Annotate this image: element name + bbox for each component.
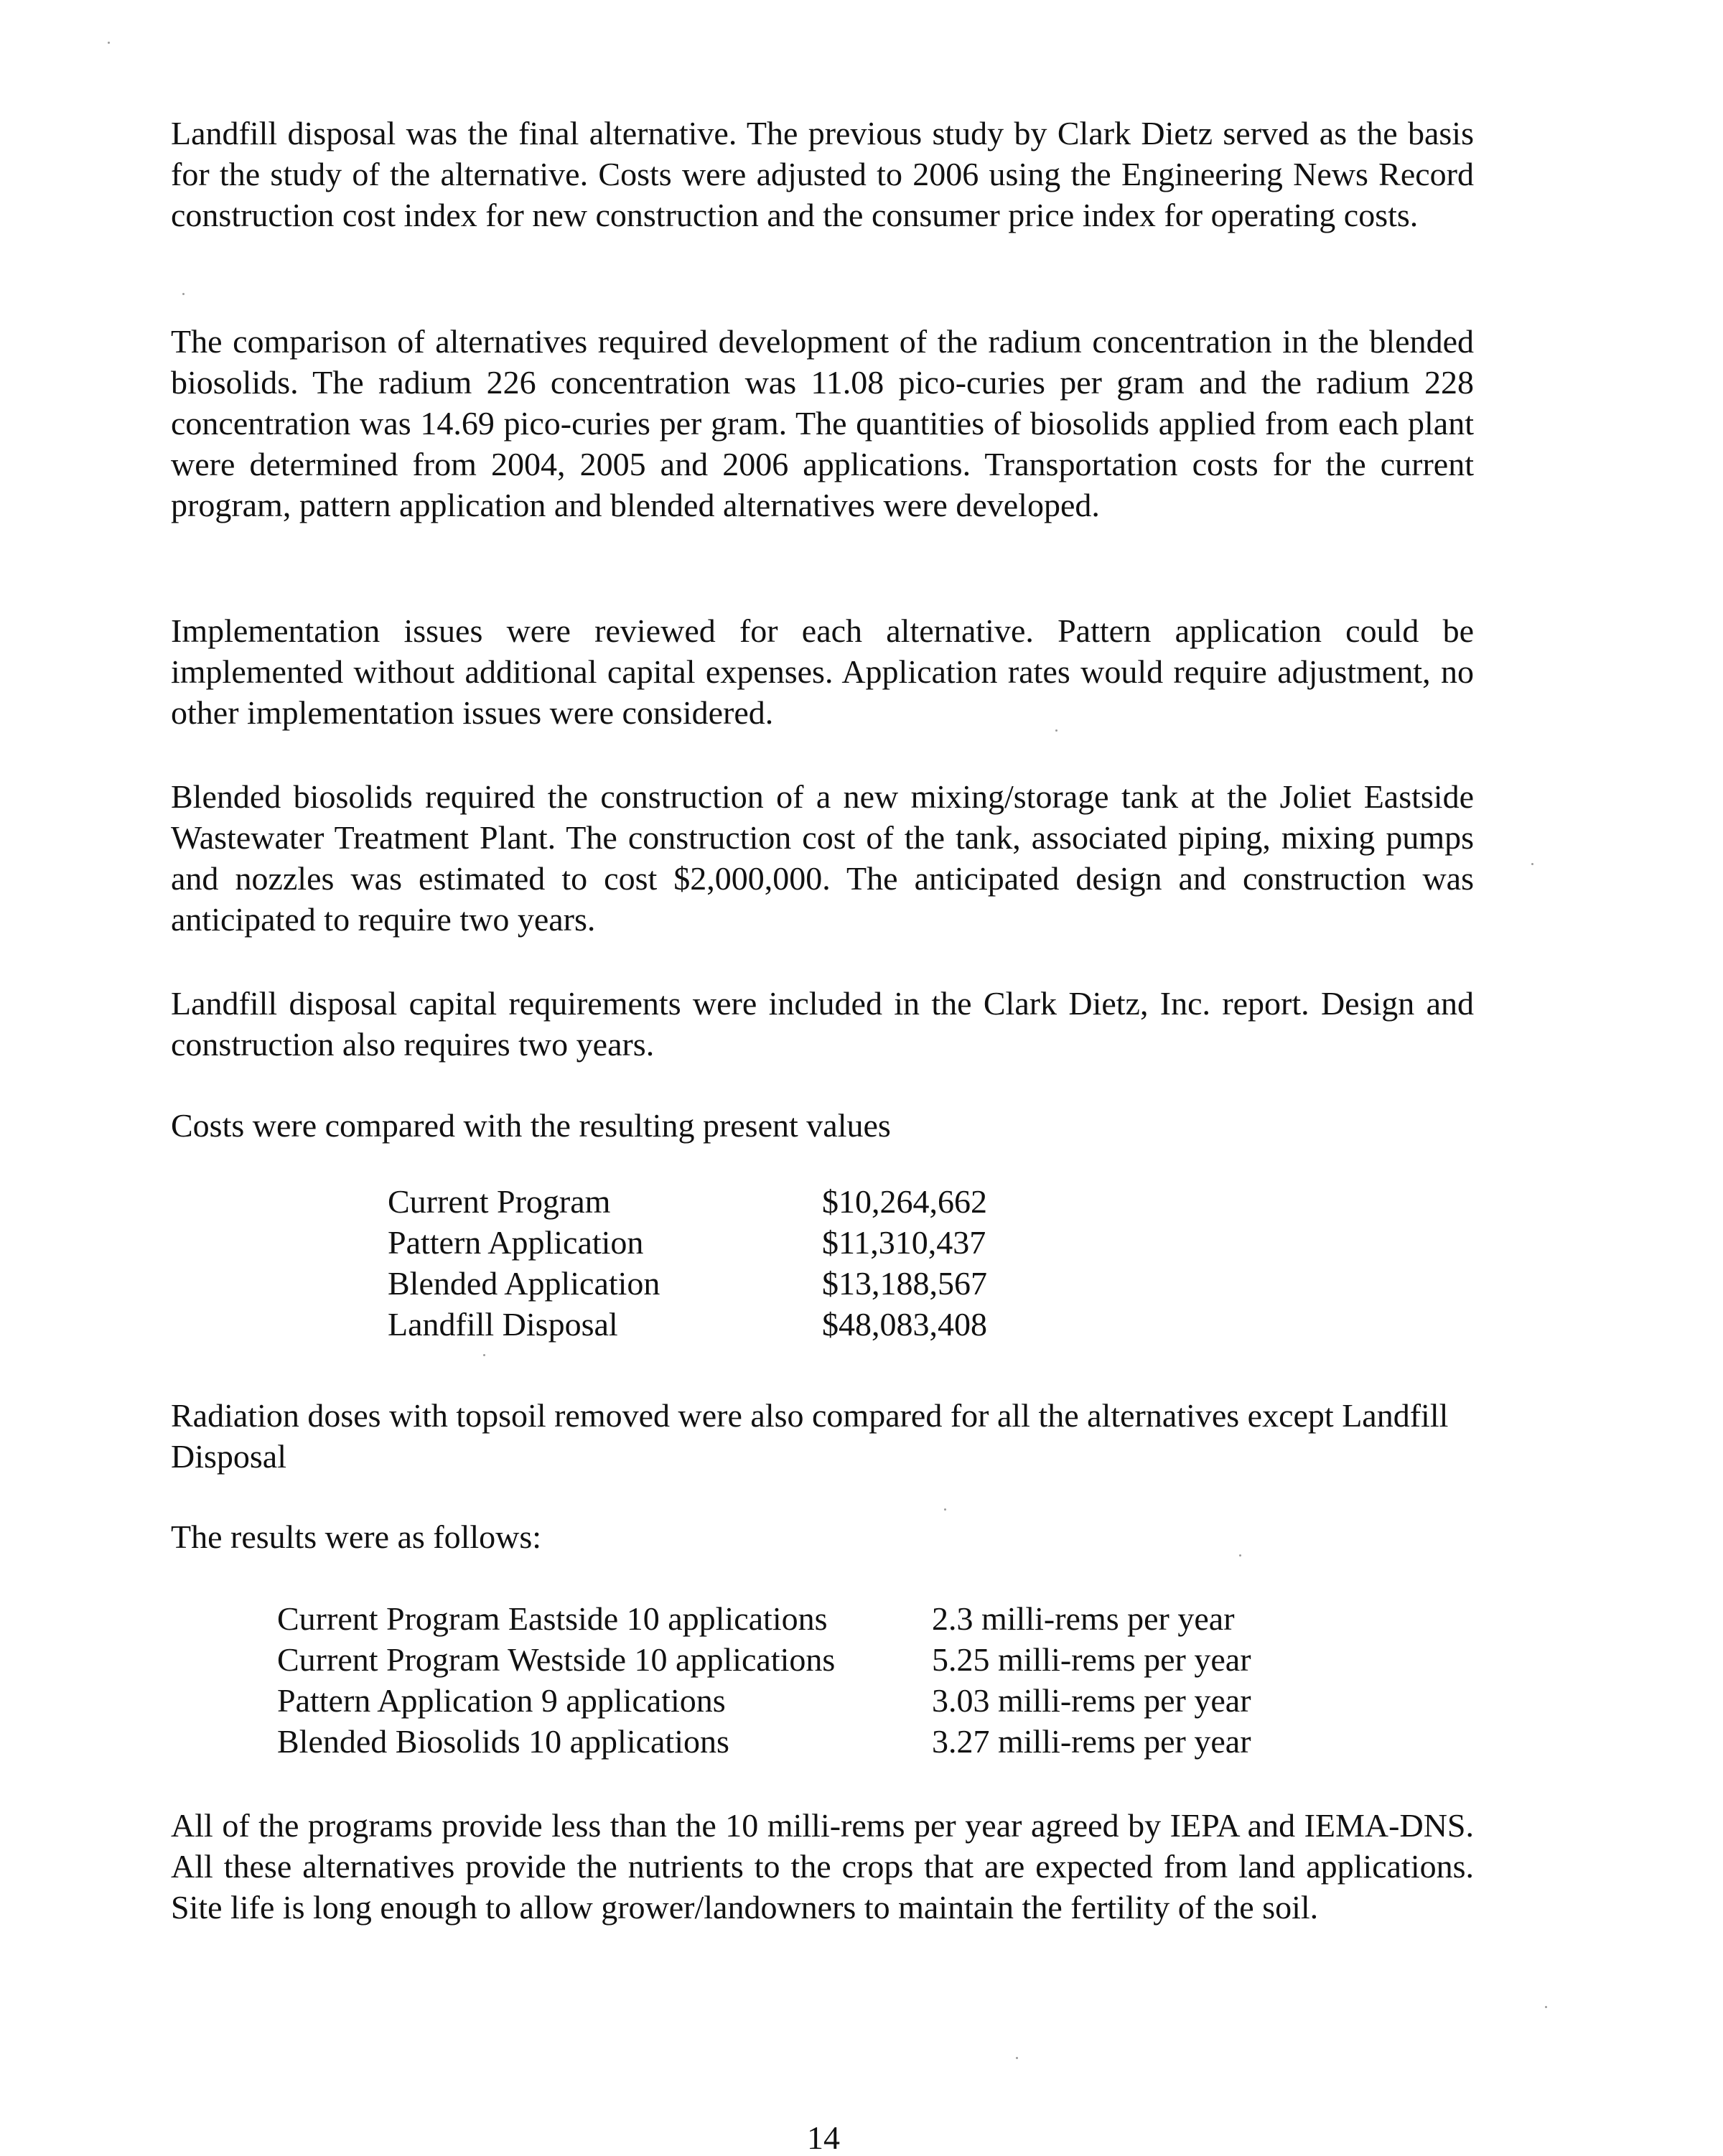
scan-speck [1016,2057,1018,2059]
alternative-label: Landfill Disposal [388,1306,618,1343]
paragraph-costs-intro: Costs were compared with the resulting present values [171,1107,891,1144]
scan-speck [944,1508,946,1511]
dose-value: 5.25 milli-rems per year [932,1641,1251,1678]
program-label: Pattern Application 9 applications [277,1682,726,1719]
program-label: Blended Biosolids 10 applications [277,1723,729,1760]
paragraph-landfill-alternative: Landfill disposal was the final alternative. The previous study by Clark Dietz served as the basis for the study of the alternative. Costs were adjusted to 2006 using the Engineering News Record construction cost index for new construction and the consumer price index for operating costs. [171,115,1474,233]
present-value: $11,310,437 [822,1224,986,1261]
paragraph-radium-concentration: The comparison of alternatives required development of the radium concentration in the blended biosolids. The radium 226 concentration was 11.08 pico-curies per gram and the radium 228 concentration was 14.69 pico-curies per gram. The quantities of biosolids applied from each plant were determined from 2004, 2005 and 2006 applications. Transportation costs for the current program, pattern application and blended alternatives were developed. [171,323,1474,523]
scan-speck [1531,863,1533,865]
scan-speck [1545,2006,1547,2008]
program-label: Current Program Eastside 10 applications [277,1600,828,1637]
paragraph-radiation-intro: Radiation doses with topsoil removed were also compared for all the alternatives except Landfill Disposal [171,1397,1449,1475]
scan-speck [483,1354,485,1356]
scan-speck [108,42,110,44]
alternative-label: Current Program [388,1183,611,1220]
paragraph-implementation-issues: Implementation issues were reviewed for each alternative. Pattern application could be implemented without additional capital expenses. Application rates would require adjustment, no other implementation issues were considered. [171,612,1474,731]
dose-value: 2.3 milli-rems per year [932,1600,1235,1637]
dose-value: 3.03 milli-rems per year [932,1682,1251,1719]
paragraph-conclusion: All of the programs provide less than the 10 milli-rems per year agreed by IEPA and IEMA-DNS. All these alternatives provide the nutrients to the crops that are expected from land applications. Site life is long enough to allow grower/landowners to maintain the fertility of the soil. [171,1807,1474,1926]
paragraph-results-intro: The results were as follows: [171,1518,542,1555]
page-number: 14 [807,2119,840,2156]
scan-speck [1055,729,1057,732]
present-value: $10,264,662 [822,1183,987,1220]
paragraph-landfill-capital: Landfill disposal capital requirements were included in the Clark Dietz, Inc. report. Design and construction also requires two years. [171,985,1474,1063]
dose-value: 3.27 milli-rems per year [932,1723,1251,1760]
present-value: $48,083,408 [822,1306,987,1343]
scan-speck [1239,1554,1241,1557]
alternative-label: Pattern Application [388,1224,644,1261]
program-label: Current Program Westside 10 applications [277,1641,836,1678]
alternative-label: Blended Application [388,1265,660,1302]
paragraph-blended-biosolids: Blended biosolids required the construction of a new mixing/storage tank at the Joliet Eastside Wastewater Treatment Plant. The construction cost of the tank, associated piping, mixing pumps and nozzles was estimated to cost $2,000,000. The anticipated design and construction was anticipated to require two years. [171,778,1474,938]
present-value: $13,188,567 [822,1265,987,1302]
scan-speck [182,293,185,295]
